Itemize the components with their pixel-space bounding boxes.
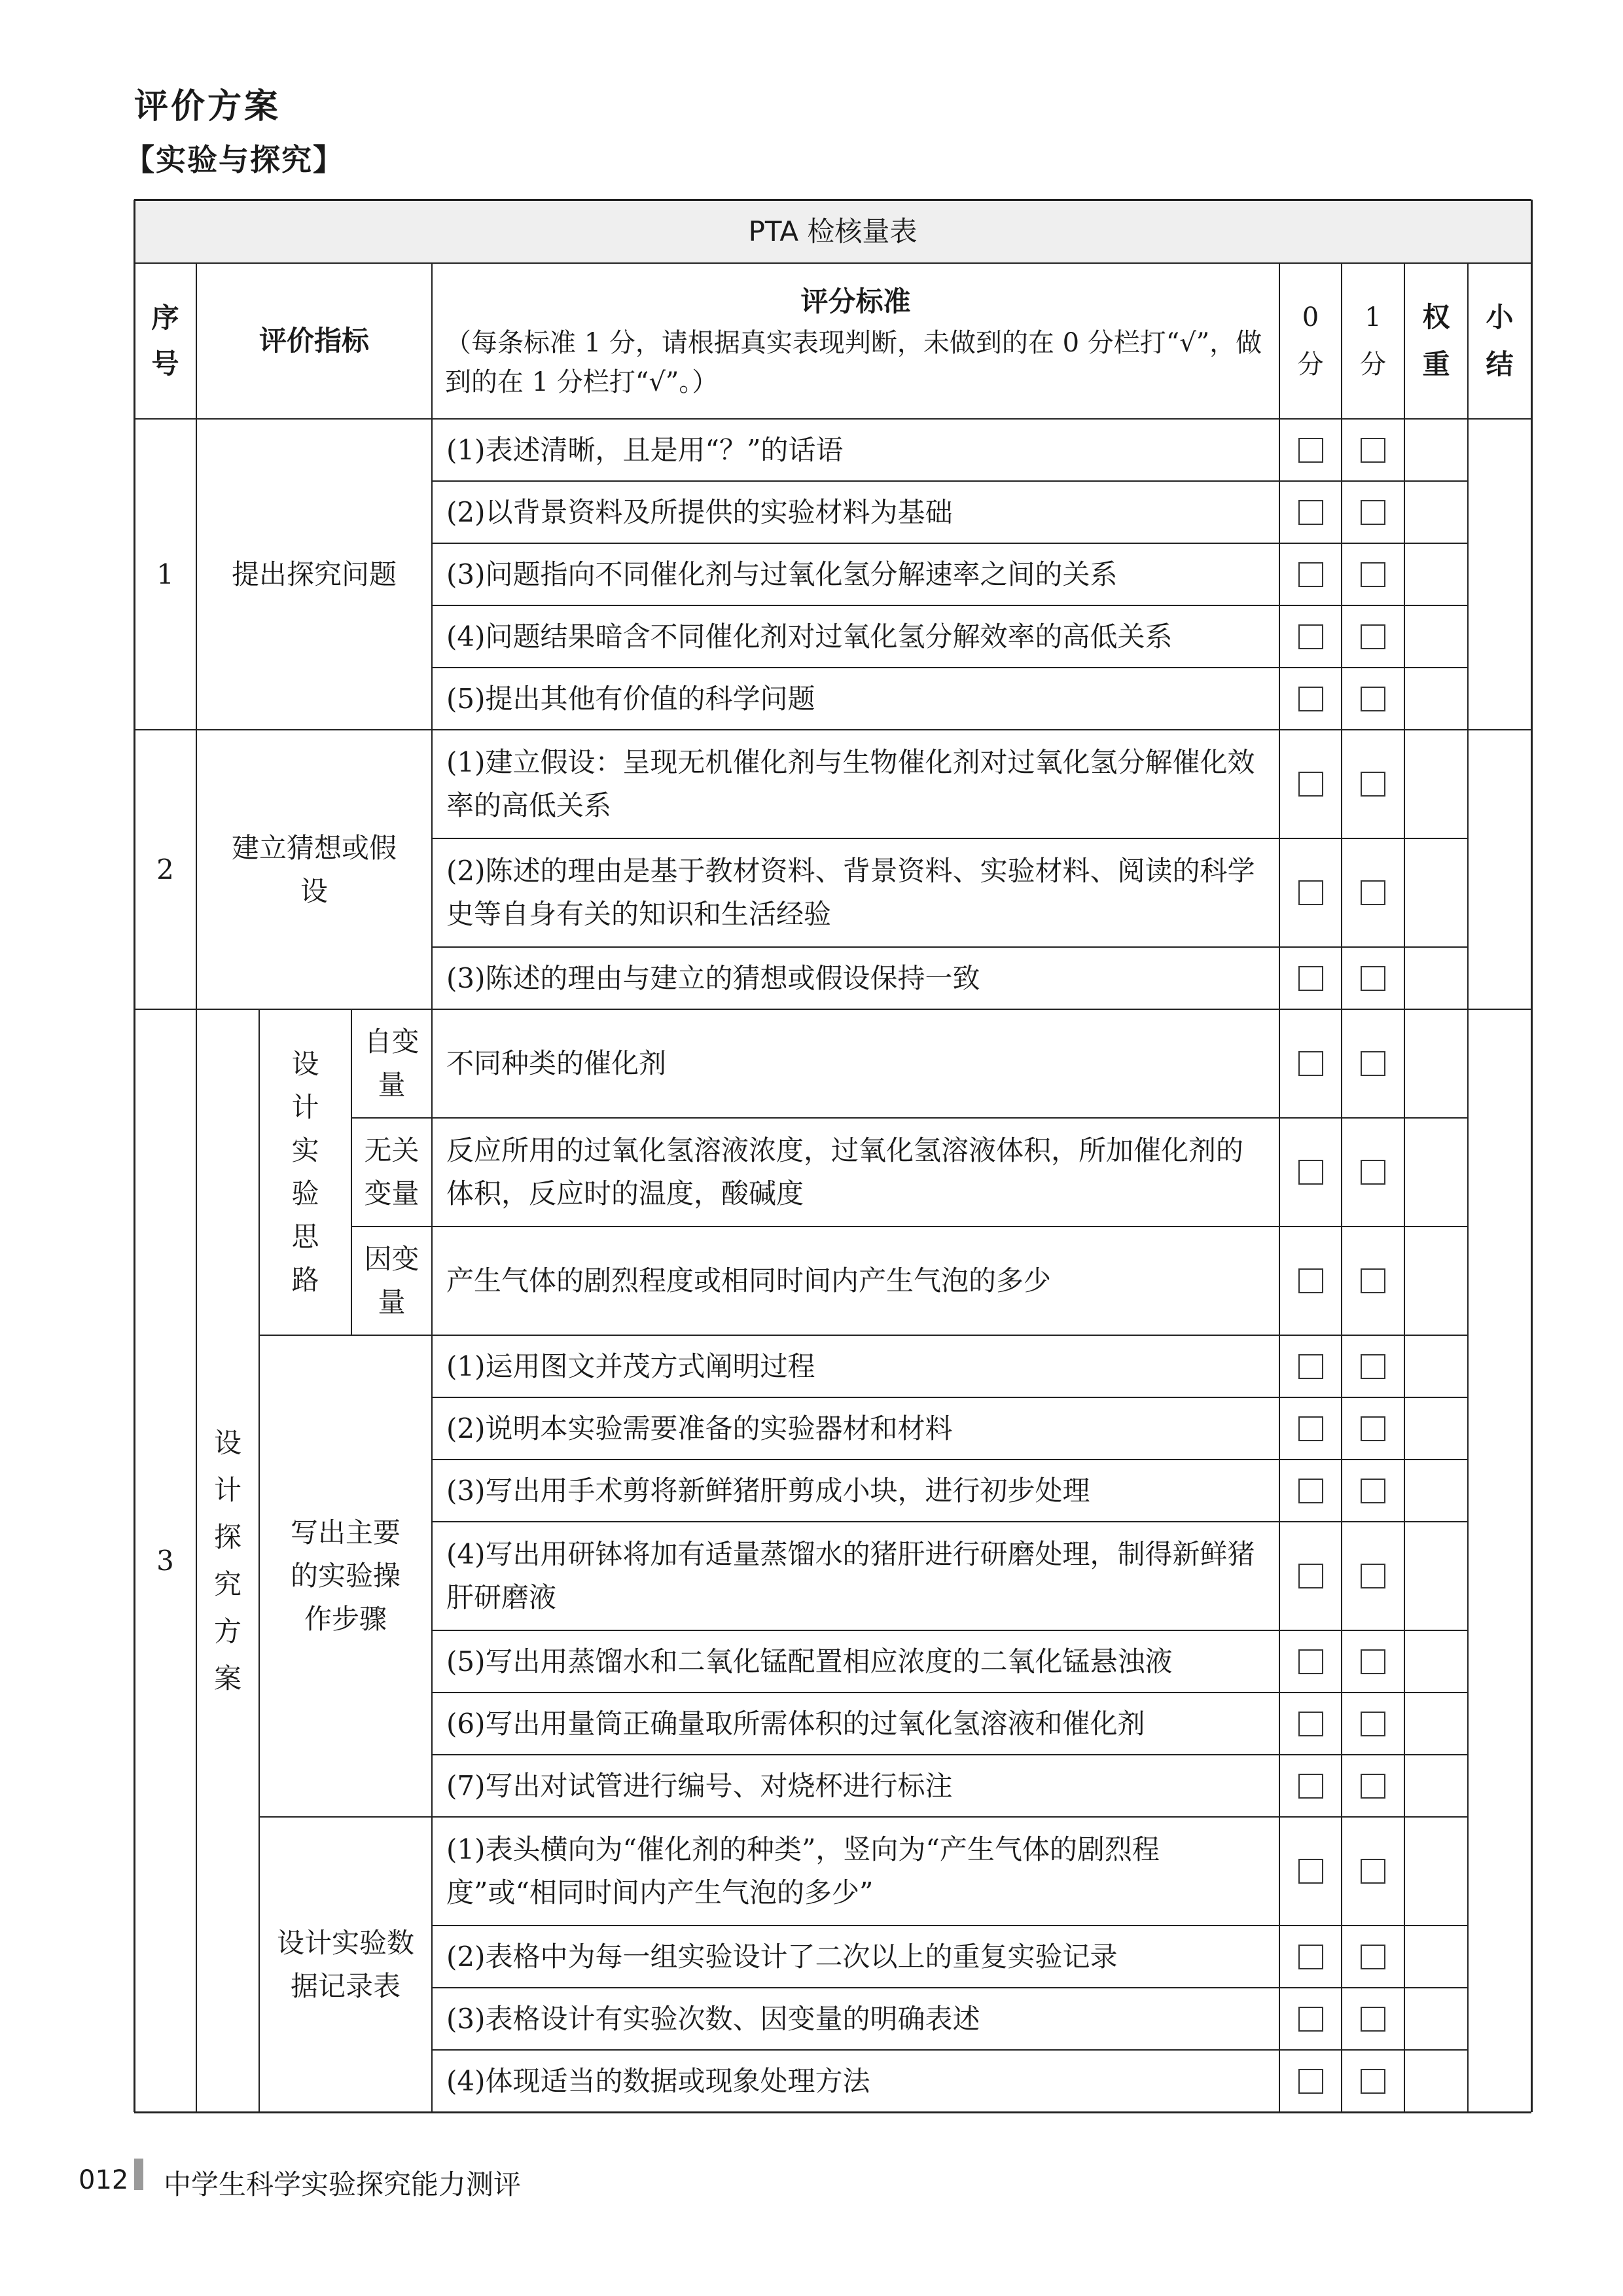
grid-line [1404, 263, 1405, 2112]
section-3-group-3-criterion-4-score-0-checkbox[interactable] [1298, 2069, 1323, 2094]
grid-line [134, 2111, 1531, 2113]
section-1-indicator-text: 提出探究问题 [231, 558, 397, 590]
design-idea-2 [432, 1118, 1279, 1227]
grid-line [351, 1009, 352, 1335]
section-1-criterion-5 [432, 668, 1279, 730]
section-2-criterion-3-score-0-checkbox[interactable] [1298, 966, 1323, 991]
section-1-criterion-2-score-1-checkbox[interactable] [1361, 500, 1385, 525]
section-3-group-2-criterion-3-score-1-checkbox[interactable] [1361, 1479, 1385, 1503]
section-3-group-2-criterion-3-score-0-checkbox[interactable] [1298, 1479, 1323, 1503]
section-3-group-3-criterion-2 [432, 1926, 1279, 1988]
grid-line [1467, 263, 1469, 2112]
grid-line [134, 729, 1468, 730]
section-1-criterion-4-score-0-checkbox-cell [1279, 605, 1342, 668]
section-1-criterion-3-score-1-checkbox-cell [1342, 543, 1404, 605]
section-3-group-2-criterion-3-score-1-checkbox-cell [1342, 1460, 1404, 1522]
grid-line [351, 1117, 1468, 1119]
section-3-group-2 [259, 1335, 432, 1817]
section-3-group-3-criterion-2-score-1-checkbox-cell [1342, 1926, 1404, 1988]
grid-line [432, 838, 1468, 839]
header-score-1-text: 1分 [1360, 302, 1386, 380]
section-2-criterion-2-score-1-checkbox-cell [1342, 838, 1404, 947]
section-2-criterion-1-score-0-checkbox-cell [1279, 730, 1342, 838]
grid-line [1279, 263, 1280, 2112]
design-idea-1-score-0-checkbox[interactable] [1298, 1051, 1323, 1076]
section-3-group-2-criterion-4-score-0-checkbox-cell [1279, 1522, 1342, 1630]
section-3-group-2-criterion-2-score-1-checkbox-cell [1342, 1397, 1404, 1460]
section-1-number-text: 1 [156, 558, 174, 590]
section-1-criterion-5-score-1-checkbox[interactable] [1361, 687, 1385, 711]
section-3-number-text: 3 [156, 1544, 174, 1577]
section-1-criterion-2-score-1-checkbox-cell [1342, 481, 1404, 543]
section-2-criterion-1 [432, 730, 1279, 838]
section-3-group-2-criterion-6-score-0-checkbox[interactable] [1298, 1712, 1323, 1736]
grid-line [134, 262, 1531, 264]
section-3-group-3-criterion-1-score-1-checkbox[interactable] [1361, 1859, 1385, 1884]
section-3-group-2-criterion-6-score-1-checkbox[interactable] [1361, 1712, 1385, 1736]
section-3-group-3-criterion-1-score-1-checkbox-cell [1342, 1817, 1404, 1926]
section-3-group-3-criterion-4-text: (4)体现适当的数据或现象处理方法 [446, 2064, 870, 2097]
header-score-0-text: 0分 [1297, 302, 1324, 380]
design-idea-3-label [351, 1227, 432, 1335]
section-1-criterion-1 [432, 419, 1279, 481]
design-idea-3-text: 产生气体的剧烈程度或相同时间内产生气泡的多少 [446, 1265, 1052, 1297]
section-3-group-2-criterion-1-score-0-checkbox[interactable] [1298, 1354, 1323, 1379]
section-1-criterion-2 [432, 481, 1279, 543]
section-3-group-2-criterion-4-score-1-checkbox[interactable] [1361, 1564, 1385, 1588]
section-2-indicator [196, 730, 432, 1009]
grid-line [1468, 729, 1531, 730]
design-idea-1-label [351, 1009, 432, 1118]
section-3-group-2-criterion-6-score-1-checkbox-cell [1342, 1693, 1404, 1755]
section-1-criterion-2-text: (2)以背景资料及所提供的实验材料为基础 [446, 495, 953, 528]
section-3-group-3-criterion-4-score-1-checkbox[interactable] [1361, 2069, 1385, 2094]
grid-line [134, 1009, 1468, 1010]
section-2-criterion-2-score-1-checkbox[interactable] [1361, 880, 1385, 905]
section-1-criterion-2-score-0-checkbox-cell [1279, 481, 1342, 543]
grid-line [432, 543, 1468, 544]
section-2-criterion-2-score-0-checkbox-cell [1279, 838, 1342, 947]
grid-line [432, 667, 1468, 668]
grid-line [351, 1226, 1468, 1227]
section-3-group-2-criterion-1 [432, 1335, 1279, 1397]
section-2-indicator-text: 建立猜想或假设 [231, 831, 397, 907]
section-3-group-3-criterion-2-score-0-checkbox[interactable] [1298, 1945, 1323, 1969]
section-1-criterion-3-score-1-checkbox[interactable] [1361, 562, 1385, 587]
design-idea-2-score-0-checkbox-cell [1279, 1118, 1342, 1227]
design-idea-1-text: 不同种类的催化剂 [446, 1047, 667, 1079]
design-idea-3-score-1-checkbox[interactable] [1361, 1268, 1385, 1293]
grid-line [1341, 263, 1342, 2112]
section-3-group-2-criterion-4-text: (4)写出用研钵将加有适量蒸馏水的猪肝进行研磨处理，制得新鲜猪肝研磨液 [446, 1538, 1255, 1613]
section-subheading: 【实验与探究】 [124, 142, 344, 177]
section-3-group-3-criterion-1-text: (1)表头横向为“催化剂的种类”，竖向为“产生气体的剧烈程度”或“相同时间内产生气泡的多少” [446, 1833, 1160, 1909]
section-3-group-1 [259, 1009, 351, 1335]
header-weight [1404, 263, 1468, 419]
section-3-group-2-criterion-4-score-0-checkbox[interactable] [1298, 1564, 1323, 1588]
criteria-note: （每条标准 1 分，请根据真实表现判断，未做到的在 0 分栏打“√”，做到的在 1 分栏打“√”。） [445, 328, 1262, 397]
design-idea-1-score-0-checkbox-cell [1279, 1009, 1342, 1118]
header-no [134, 263, 196, 419]
design-idea-2-score-1-checkbox-cell [1342, 1118, 1404, 1227]
grid-line [432, 1925, 1468, 1926]
header-criteria [432, 263, 1279, 419]
section-3-group-3-criterion-4 [432, 2050, 1279, 2112]
grid-line [259, 1816, 1468, 1818]
section-1-criterion-4 [432, 605, 1279, 668]
section-3-group-3-criterion-1-score-0-checkbox-cell [1279, 1817, 1342, 1926]
grid-line [259, 1009, 260, 2112]
section-2-criterion-3-score-1-checkbox-cell [1342, 947, 1404, 1009]
section-1-criterion-5-score-0-checkbox-cell [1279, 668, 1342, 730]
header-score-0 [1279, 263, 1342, 419]
grid-line [259, 1335, 1468, 1336]
section-3-group-2-criterion-2 [432, 1397, 1279, 1460]
section-1-number [134, 419, 196, 730]
section-1-criterion-3-score-0-checkbox-cell [1279, 543, 1342, 605]
grid-line [432, 946, 1468, 948]
design-idea-2-score-0-checkbox[interactable] [1298, 1160, 1323, 1185]
section-3-group-2-criterion-7 [432, 1755, 1279, 1817]
section-3-group-2-criterion-6-text: (6)写出用量筒正确量取所需体积的过氧化氢溶液和催化剂 [446, 1707, 1145, 1740]
grid-line [1468, 1009, 1531, 1010]
section-3-group-2-criterion-7-score-0-checkbox-cell [1279, 1755, 1342, 1817]
grid-line [134, 418, 1531, 420]
section-1-criterion-4-score-1-checkbox-cell [1342, 605, 1404, 668]
section-3-group-2-criterion-5-score-1-checkbox-cell [1342, 1630, 1404, 1693]
design-idea-1-score-1-checkbox-cell [1342, 1009, 1404, 1118]
design-idea-3 [432, 1227, 1279, 1335]
section-3-group-2-criterion-4-score-1-checkbox-cell [1342, 1522, 1404, 1630]
grid-line [196, 263, 197, 2112]
grid-line [432, 2049, 1468, 2051]
design-idea-3-score-0-checkbox-cell [1279, 1227, 1342, 1335]
section-1-criterion-1-score-0-checkbox[interactable] [1298, 438, 1323, 463]
section-3-group-3-criterion-1-score-0-checkbox[interactable] [1298, 1859, 1323, 1884]
section-2-criterion-2 [432, 838, 1279, 947]
section-3-group-2-criterion-3-text: (3)写出用手术剪将新鲜猪肝剪成小块，进行初步处理 [446, 1474, 1090, 1507]
design-idea-2-score-1-checkbox[interactable] [1361, 1160, 1385, 1185]
section-3-group-2-criterion-5-text: (5)写出用蒸馏水和二氧化锰配置相应浓度的二氧化锰悬浊液 [446, 1645, 1173, 1677]
header-subtotal-text: 小结 [1486, 301, 1514, 380]
section-3-group-2-criterion-7-text: (7)写出对试管进行编号、对烧杯进行标注 [446, 1769, 953, 1802]
grid-line [432, 1397, 1468, 1398]
section-2-criterion-3 [432, 947, 1279, 1009]
section-1-criterion-4-score-1-checkbox[interactable] [1361, 624, 1385, 649]
section-3-group-3-criterion-1 [432, 1817, 1279, 1926]
section-3-group-3-criterion-3-score-0-checkbox-cell [1279, 1988, 1342, 2050]
header-subtotal [1468, 263, 1531, 419]
header-score-1 [1342, 263, 1404, 419]
design-idea-3-score-1-checkbox-cell [1342, 1227, 1404, 1335]
grid-line [432, 1754, 1468, 1755]
section-3-group-2-criterion-5 [432, 1630, 1279, 1693]
grid-line [1531, 200, 1533, 2112]
grid-line [1468, 418, 1531, 420]
header-indicator [196, 263, 432, 419]
section-3-group-3-criterion-2-text: (2)表格中为每一组实验设计了二次以上的重复实验记录 [446, 1940, 1118, 1973]
design-idea-1-label-text: 自变量 [364, 1026, 419, 1101]
grid-line [432, 1630, 1468, 1631]
section-3-group-3-criterion-2-score-0-checkbox-cell [1279, 1926, 1342, 1988]
section-3-group-3-criterion-2-score-1-checkbox[interactable] [1361, 1945, 1385, 1969]
section-3-group-2-text: 写出主要的实验操作步骤 [290, 1516, 401, 1635]
grid-line [432, 1987, 1468, 1988]
section-1-criterion-5-score-0-checkbox[interactable] [1298, 687, 1323, 711]
grid-line [432, 1521, 1468, 1522]
section-2-number-text: 2 [156, 853, 174, 886]
section-3-number [134, 1009, 196, 2112]
section-3-group-2-criterion-4 [432, 1522, 1279, 1630]
section-2-criterion-2-text: (2)陈述的理由是基于教材资料、背景资料、实验材料、阅读的科学史等自身有关的知识和生活经验 [446, 855, 1255, 930]
section-2-criterion-1-score-1-checkbox[interactable] [1361, 772, 1385, 797]
section-3-indicator [196, 1009, 259, 2112]
grid-line [432, 1459, 1468, 1460]
section-3-group-2-criterion-6-score-0-checkbox-cell [1279, 1693, 1342, 1755]
section-1-criterion-1-score-1-checkbox[interactable] [1361, 438, 1385, 463]
section-3-group-3-criterion-3 [432, 1988, 1279, 2050]
section-3-group-2-criterion-2-text: (2)说明本实验需要准备的实验器材和材料 [446, 1412, 953, 1444]
section-3-group-3 [259, 1817, 432, 2112]
section-3-group-2-criterion-5-score-0-checkbox[interactable] [1298, 1649, 1323, 1674]
design-idea-2-text: 反应所用的过氧化氢溶液浓度，过氧化氢溶液体积，所加催化剂的体积，反应时的温度，酸碱度 [446, 1134, 1244, 1210]
header-weight-text: 权重 [1422, 301, 1450, 380]
section-1-criterion-1-text: (1)表述清晰，且是用“？”的话语 [446, 433, 844, 466]
section-3-group-3-text: 设计实验数据记录表 [276, 1926, 414, 2002]
section-3-group-3-criterion-4-score-0-checkbox-cell [1279, 2050, 1342, 2112]
design-idea-2-label-text: 无关变量 [364, 1134, 419, 1210]
header-indicator-text: 评价指标 [259, 325, 369, 357]
grid-line [431, 263, 433, 2112]
criteria-title: 评分标准 [800, 285, 911, 317]
section-1-indicator [196, 419, 432, 730]
section-3-group-2-criterion-1-score-0-checkbox-cell [1279, 1335, 1342, 1397]
section-2-number [134, 730, 196, 1009]
header-no-text: 序号 [151, 302, 179, 380]
section-3-group-3-criterion-3-score-1-checkbox-cell [1342, 1988, 1404, 2050]
section-3-group-3-criterion-3-text: (3)表格设计有实验次数、因变量的明确表述 [446, 2002, 980, 2035]
section-3-group-2-criterion-2-score-0-checkbox-cell [1279, 1397, 1342, 1460]
design-idea-3-score-0-checkbox[interactable] [1298, 1268, 1323, 1293]
section-3-group-3-criterion-4-score-1-checkbox-cell [1342, 2050, 1404, 2112]
section-1-criterion-3 [432, 543, 1279, 605]
design-idea-3-label-text: 因变量 [364, 1243, 419, 1318]
section-3-group-2-criterion-3 [432, 1460, 1279, 1522]
design-idea-2-label [351, 1118, 432, 1227]
grid-line [432, 605, 1468, 606]
section-3-group-2-criterion-7-score-1-checkbox[interactable] [1361, 1774, 1385, 1799]
section-3-group-2-criterion-5-score-0-checkbox-cell [1279, 1630, 1342, 1693]
section-1-criterion-4-text: (4)问题结果暗含不同催化剂对过氧化氢分解效率的高低关系 [446, 620, 1173, 653]
footer-divider [134, 2159, 143, 2190]
table-caption: PTA 检核量表 [134, 200, 1531, 263]
grid-line [432, 1692, 1468, 1693]
section-2-criterion-1-text: (1)建立假设：呈现无机催化剂与生物催化剂对过氧化氢分解催化效率的高低关系 [446, 746, 1255, 821]
section-1-criterion-1-score-1-checkbox-cell [1342, 419, 1404, 481]
section-3-group-2-criterion-7-score-1-checkbox-cell [1342, 1755, 1404, 1817]
section-1-criterion-2-score-0-checkbox[interactable] [1298, 500, 1323, 525]
section-1-criterion-3-score-0-checkbox[interactable] [1298, 562, 1323, 587]
grid-line [432, 480, 1468, 482]
section-2-criterion-2-score-0-checkbox[interactable] [1298, 880, 1323, 905]
section-3-group-2-criterion-1-score-1-checkbox-cell [1342, 1335, 1404, 1397]
footer-book-title: 中学生科学实验探究能力测评 [164, 2168, 522, 2200]
grid-line [134, 200, 135, 2112]
section-3-group-2-criterion-1-score-1-checkbox[interactable] [1361, 1354, 1385, 1379]
section-3-group-1-text: 设计实验思路 [291, 1048, 319, 1296]
section-3-group-2-criterion-2-score-1-checkbox[interactable] [1361, 1416, 1385, 1441]
section-2-criterion-1-score-0-checkbox[interactable] [1298, 772, 1323, 797]
section-1-criterion-3-text: (3)问题指向不同催化剂与过氧化氢分解速率之间的关系 [446, 558, 1118, 590]
section-3-group-2-criterion-2-score-0-checkbox[interactable] [1298, 1416, 1323, 1441]
section-2-criterion-3-text: (3)陈述的理由与建立的猜想或假设保持一致 [446, 961, 980, 994]
section-3-group-2-criterion-7-score-0-checkbox[interactable] [1298, 1774, 1323, 1799]
design-idea-1 [432, 1009, 1279, 1118]
section-3-group-2-criterion-6 [432, 1693, 1279, 1755]
footer-page-number: 012 [79, 2165, 129, 2195]
section-3-group-2-criterion-1-text: (1)运用图文并茂方式阐明过程 [446, 1350, 815, 1382]
section-1-criterion-5-text: (5)提出其他有价值的科学问题 [446, 682, 815, 715]
section-2-criterion-3-score-1-checkbox[interactable] [1361, 966, 1385, 991]
grid-line [134, 199, 1531, 201]
section-3-indicator-text: 设计探究方案 [213, 1426, 241, 1695]
section-1-criterion-5-score-1-checkbox-cell [1342, 668, 1404, 730]
section-2-criterion-3-score-0-checkbox-cell [1279, 947, 1342, 1009]
section-3-group-3-criterion-3-score-1-checkbox[interactable] [1361, 2007, 1385, 2032]
section-3-group-2-criterion-3-score-0-checkbox-cell [1279, 1460, 1342, 1522]
section-2-criterion-1-score-1-checkbox-cell [1342, 730, 1404, 838]
section-3-group-3-criterion-3-score-0-checkbox[interactable] [1298, 2007, 1323, 2032]
section-1-criterion-1-score-0-checkbox-cell [1279, 419, 1342, 481]
section-1-criterion-4-score-0-checkbox[interactable] [1298, 624, 1323, 649]
design-idea-1-score-1-checkbox[interactable] [1361, 1051, 1385, 1076]
page-heading: 评价方案 [134, 87, 281, 126]
section-3-group-2-criterion-5-score-1-checkbox[interactable] [1361, 1649, 1385, 1674]
